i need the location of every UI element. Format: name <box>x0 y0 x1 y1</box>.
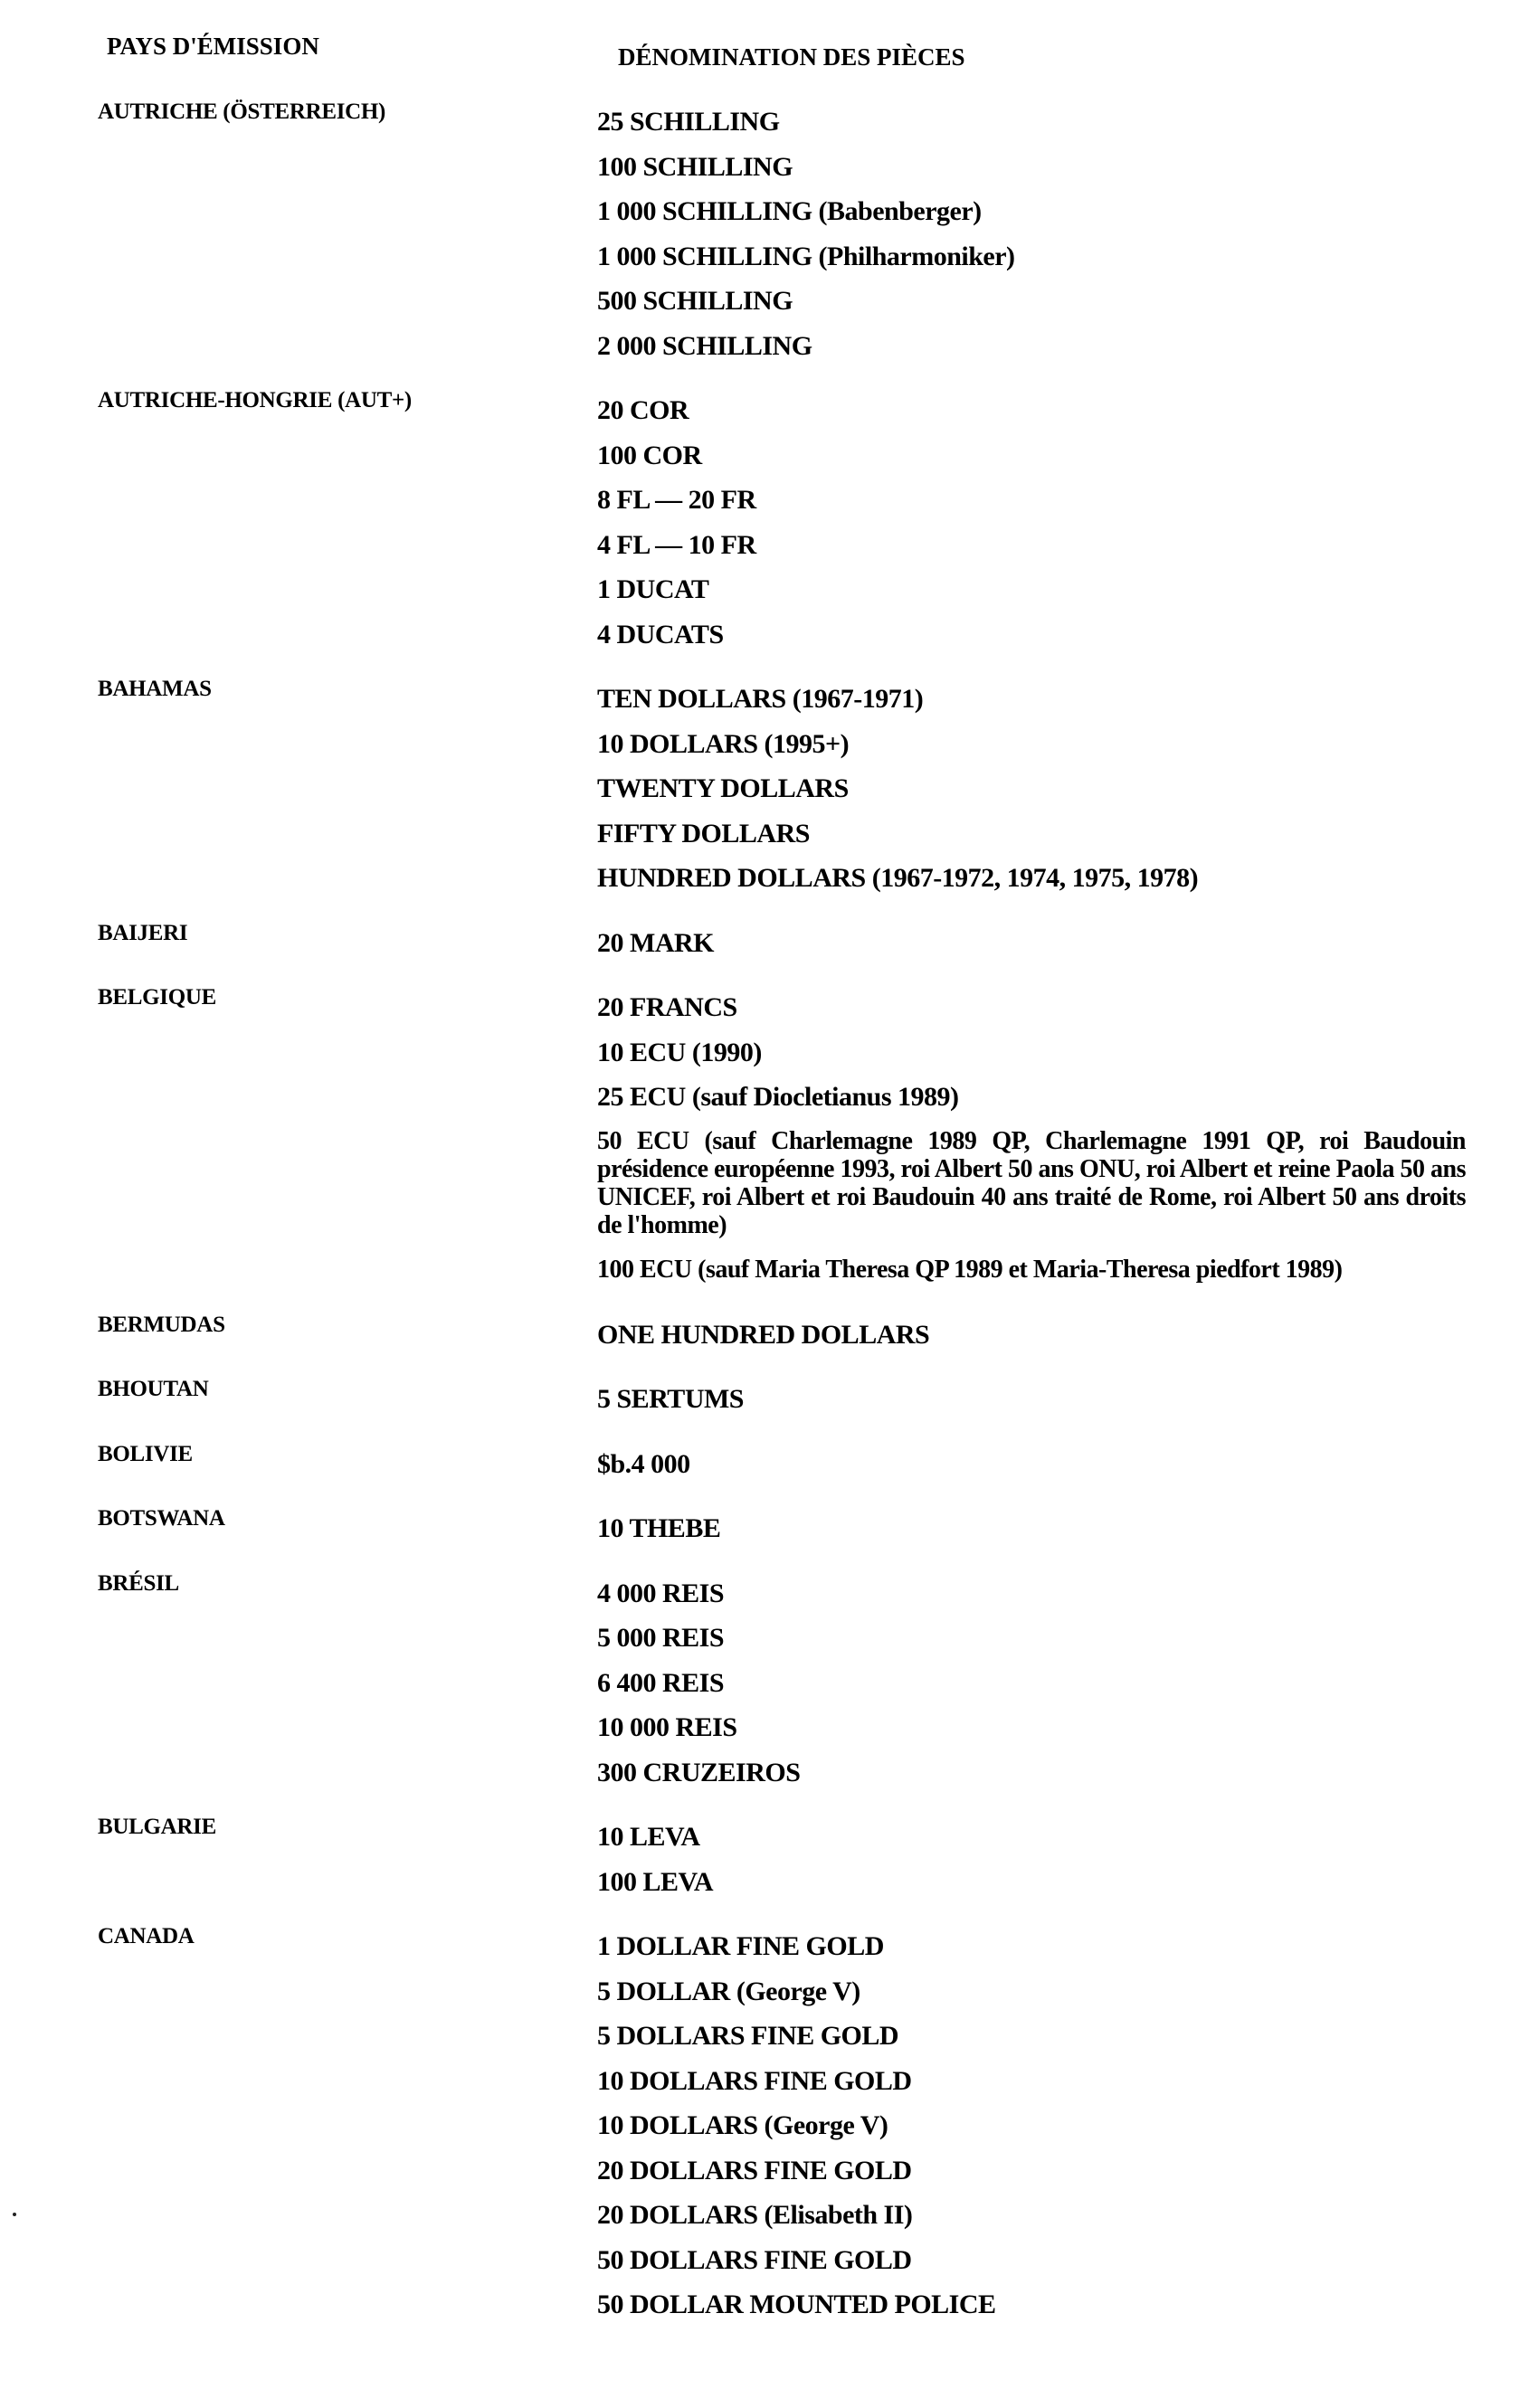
group-spacer <box>0 368 1520 388</box>
country-column-header: PAYS D'ÉMISSION <box>107 33 319 60</box>
country-group <box>0 1571 1520 1815</box>
denomination-item: 50 ECU (sauf Charlemagne 1989 QP, Charlemagne 1991 QP, roi Baudouin présidence européenne 1993, roi Albert 50 ans ONU, roi Albert et reine Paola 50 ans UNICEF, roi Albert et roi Baudouin 40 ans traité de Rome, roi Albert 50 ans droits de l'homme) <box>597 1126 1466 1239</box>
denomination-item: 20 FRANCS <box>597 992 737 1022</box>
country-group <box>0 677 1520 921</box>
coin-list <box>0 100 1520 2347</box>
country-name: AUTRICHE (ÖSTERREICH) <box>98 100 386 124</box>
country-group <box>0 921 1520 986</box>
group-spacer <box>0 1357 1520 1377</box>
denomination-item: 5 DOLLAR (George V) <box>597 1976 860 2006</box>
denomination-item: 100 ECU (sauf Maria Theresa QP 1989 et Maria-Theresa piedfort 1989) <box>597 1255 1343 1284</box>
denomination-item: 100 SCHILLING <box>597 151 793 182</box>
denomination-list <box>597 985 1466 1293</box>
denomination-item: 8 FL — 20 FR <box>597 485 756 515</box>
group-spacer <box>0 1486 1520 1506</box>
denomination-item: 10 DOLLARS (1995+) <box>597 728 850 759</box>
country-name: CANADA <box>98 1924 195 1948</box>
country-group <box>0 1924 1520 2347</box>
denomination-item: 10 LEVA <box>597 1822 700 1852</box>
country-group <box>0 388 1520 677</box>
denomination-list <box>597 677 1466 901</box>
denomination-item: 10 DOLLARS (George V) <box>597 2110 888 2140</box>
denomination-item: 50 DOLLARS FINE GOLD <box>597 2244 912 2275</box>
denomination-item: 2 000 SCHILLING <box>597 330 812 361</box>
denomination-item: 20 DOLLARS (Elisabeth II) <box>597 2200 913 2230</box>
denomination-item: 5 000 REIS <box>597 1623 725 1653</box>
denomination-item: 100 LEVA <box>597 1866 713 1897</box>
denomination-item: 4 DUCATS <box>597 619 724 649</box>
country-group <box>0 1815 1520 1924</box>
denomination-item: 25 SCHILLING <box>597 107 780 137</box>
country-name: BERMUDAS <box>98 1312 225 1337</box>
country-name: BULGARIE <box>98 1815 216 1839</box>
denomination-item: 20 MARK <box>597 927 714 958</box>
denomination-item: 5 DOLLARS FINE GOLD <box>597 2021 899 2051</box>
denomination-item: 50 DOLLAR MOUNTED POLICE <box>597 2289 996 2319</box>
group-spacer <box>0 1293 1520 1313</box>
denomination-item: 25 ECU (sauf Diocletianus 1989) <box>597 1082 959 1112</box>
denomination-item: 6 400 REIS <box>597 1667 725 1698</box>
country-name: AUTRICHE-HONGRIE (AUT+) <box>98 388 412 412</box>
group-spacer <box>0 1551 1520 1571</box>
denomination-item: ONE HUNDRED DOLLARS <box>597 1319 930 1350</box>
denomination-list <box>597 1377 1466 1422</box>
denomination-item: 300 CRUZEIROS <box>597 1757 801 1787</box>
scan-speck <box>13 2213 16 2216</box>
denomination-list <box>597 1313 1466 1358</box>
denomination-item: 10 THEBE <box>597 1513 721 1543</box>
country-name: BAHAMAS <box>98 677 212 701</box>
group-spacer <box>0 901 1520 921</box>
country-group <box>0 1442 1520 1507</box>
denomination-item: TWENTY DOLLARS <box>597 773 849 803</box>
denomination-item: 100 COR <box>597 440 702 470</box>
country-group <box>0 985 1520 1313</box>
denomination-item: 1 000 SCHILLING (Babenberger) <box>597 196 982 226</box>
country-name: BELGIQUE <box>98 985 216 1010</box>
country-name: BHOUTAN <box>98 1377 209 1401</box>
denomination-list <box>597 1924 1466 2327</box>
denomination-column-header: DÉNOMINATION DES PIÈCES <box>618 43 965 71</box>
denomination-list <box>597 1442 1466 1487</box>
denomination-list <box>597 100 1466 368</box>
denomination-list <box>597 1506 1466 1551</box>
denomination-item: TEN DOLLARS (1967-1971) <box>597 684 924 714</box>
column-header-row <box>0 33 1520 87</box>
country-group <box>0 100 1520 388</box>
denomination-item: 1 000 SCHILLING (Philharmoniker) <box>597 241 1015 271</box>
denomination-item: 5 SERTUMS <box>597 1384 744 1414</box>
group-spacer <box>0 1795 1520 1815</box>
country-name: BOTSWANA <box>98 1506 225 1531</box>
denomination-item: 4 FL — 10 FR <box>597 529 756 560</box>
country-group <box>0 1377 1520 1442</box>
country-group <box>0 1506 1520 1571</box>
denomination-item: $b.4 000 <box>597 1448 690 1479</box>
denomination-item: 20 DOLLARS FINE GOLD <box>597 2155 912 2185</box>
denomination-item: 1 DOLLAR FINE GOLD <box>597 1931 884 1961</box>
group-spacer <box>0 2327 1520 2347</box>
denomination-list <box>597 1815 1466 1904</box>
denomination-item: 10 000 REIS <box>597 1712 737 1742</box>
denomination-item: 4 000 REIS <box>597 1578 725 1608</box>
denomination-item: 20 COR <box>597 395 689 425</box>
denomination-item: FIFTY DOLLARS <box>597 818 810 848</box>
denomination-list <box>597 388 1466 657</box>
country-name: BOLIVIE <box>98 1441 193 1466</box>
denomination-item: 500 SCHILLING <box>597 286 793 316</box>
denomination-item: 10 DOLLARS FINE GOLD <box>597 2065 912 2096</box>
country-name: BRÉSIL <box>98 1570 179 1596</box>
denomination-list <box>597 1571 1466 1796</box>
country-name: BAIJERI <box>98 920 188 945</box>
group-spacer <box>0 657 1520 677</box>
country-group <box>0 1313 1520 1378</box>
denomination-item: HUNDRED DOLLARS (1967-1972, 1974, 1975, 1978) <box>597 863 1199 893</box>
denomination-item: 1 DUCAT <box>597 574 709 604</box>
denomination-item: 10 ECU (1990) <box>597 1037 762 1067</box>
group-spacer <box>0 1904 1520 1924</box>
denomination-list <box>597 921 1466 966</box>
group-spacer <box>0 965 1520 985</box>
group-spacer <box>0 1422 1520 1442</box>
